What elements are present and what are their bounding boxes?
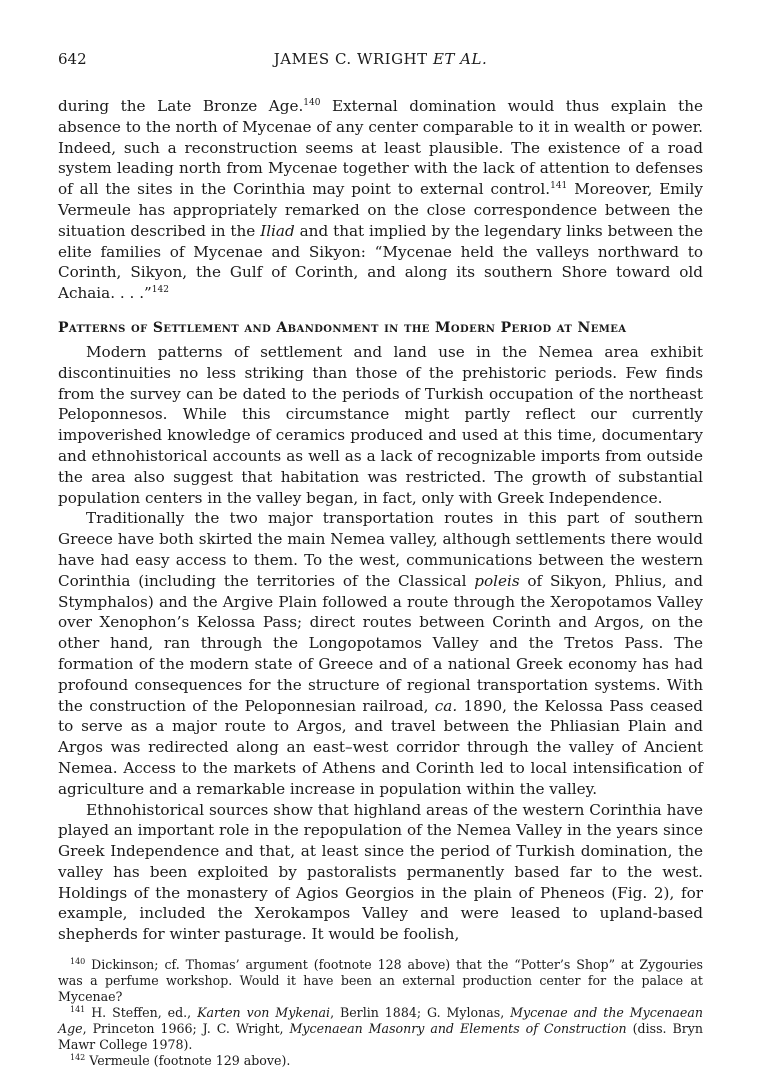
footnote-142: [58, 1053, 703, 1069]
iliad-title: Iliad: [260, 221, 295, 240]
running-head: [58, 50, 703, 74]
footnote-141-title-2: Mycenae and the Mycenaean Age: [58, 1005, 703, 1037]
footnote-141-text-c: , Princeton 1966; J. C. Wright,: [82, 1021, 290, 1037]
footnote-141-text-d: (diss. Bryn Mawr College 1978).: [58, 1021, 703, 1053]
paragraph-1-text-b: External domination would thus explain the absence to the north of Mycenae of any center comparable to it in wealth or power. Indeed, such a reconstruction seems at least plausible. The existence of a road system leading north from Mycenae together with the lack of attention to defenses of all the sites in the Corinthia may point to external control.: [58, 97, 703, 199]
footnote-140-number: 140: [70, 957, 86, 967]
footnote-141-number: 141: [70, 1005, 86, 1015]
footnote-ref-141[interactable]: 141: [550, 181, 568, 192]
running-title: [58, 50, 703, 68]
footnote-ref-140[interactable]: 140: [303, 98, 321, 108]
page-number: 642: [58, 50, 87, 68]
footnote-140: [58, 957, 703, 1005]
paragraph-1-text-c: Moreover, Emily Vermeule has appropriately remarked on the close correspondence between the situation described in the: [58, 180, 703, 240]
footnote-141-title-3: Mycenaean Masonry and Elements of Construction: [289, 1021, 627, 1037]
footnote-142-number: 142: [70, 1053, 86, 1063]
paragraph-3-text-c: 1890, the Kelossa Pass ceased to serve as a major route to Argos, and travel between the Phliasian Plain and Argos was redirected along an east–west corridor through the valley of Ancient Nemea. Access to the markets of Athens and Corinth led to local intensification of agriculture and a remarkable increase in population within the valley.: [58, 696, 703, 798]
paragraph-3-text-b: of Sikyon, Phlius, and Stymphalos) and the Argive Plain followed a route through the Xeropotamos Valley over Xenophon’s Kelossa Pass; direct routes between Corinth and Argos, on the other hand, ran through the Longopotamos Valley and the Tretos Pass. The formation of the modern state of Greece and of a national Greek economy has had profound consequences for the structure of regional transportation systems. With the construction of the Peloponnesian railroad,: [58, 571, 703, 715]
paragraph-3-text-a: Traditionally the two major transportation routes in this part of southern Greece have both skirted the main Nemea valley, although settlements there would have had easy access to them. To the west, communications between the western Corinthia (including the territories of the Classical: [58, 509, 703, 590]
paragraph-1-text-d: and that implied by the legendary links between the elite families of Mycenae and Sikyon: “Mycenae held the valleys northward to Corinth, Sikyon, the Gulf of Corinth, and along its southern Shore toward old Achaia. . . .”: [58, 221, 703, 303]
footnote-141-text-b: , Berlin 1884; G. Mylonas,: [330, 1005, 511, 1021]
footnote-140-text: Dickinson; cf. Thomas’ argument (footnote 128 above) that the “Potter’s Shop” at Zygouries was a perfume workshop. Would it have been an external production center for the palace at Mycenae?: [58, 957, 703, 1005]
footnote-ref-142[interactable]: 142: [151, 285, 169, 296]
footnote-141: [58, 1005, 703, 1053]
paragraph-4: Ethnohistorical sources show that highland areas of the western Corinthia have played an important role in the repopulation of the Nemea Valley in the years since Greek Independence and that, at least since the period of Turkish domination, the valley has been exploited by pastoralists permanently based far to the west. Holdings of the monastery of Agios Georgios in the plain of Pheneos (Fig. 2), for example, included the Xerokampos Valley and were leased to upland-based shepherds for winter pasturage. It would be foolish,: [58, 800, 703, 944]
page: [58, 50, 703, 1069]
circa-abbrev: ca.: [434, 696, 458, 715]
footnotes: [58, 957, 703, 1069]
poleis-term: poleis: [474, 571, 520, 590]
paragraph-3: [58, 508, 703, 799]
paragraph-2: Modern patterns of settlement and land use in the Nemea area exhibit discontinuities no less striking than those of the prehistoric periods. Few finds from the survey can be dated to the periods of Turkish occupation of the northeast Peloponnesos. While this circumstance might partly reflect our currently impoverished knowledge of ceramics produced and used at this time, documentary and ethnohistorical accounts as well as a lack of recognizable imports from outside the area also suggest that habitation was restricted. The growth of substantial population centers in the valley began, in fact, only with Greek Independence.: [58, 342, 703, 507]
section-heading: Patterns of Settlement and Abandonment in the Modern Period at Nemea: [58, 319, 627, 336]
footnote-142-text: Vermeule (footnote 129 above).: [85, 1053, 291, 1069]
running-title-authors: JAMES C. WRIGHT: [273, 50, 428, 68]
footnote-141-title-1: Karten von Mykenai: [197, 1005, 331, 1021]
paragraph-1: [58, 96, 703, 304]
running-title-etal: ET AL.: [432, 50, 488, 68]
footnote-141-text-a: H. Steffen, ed.,: [85, 1005, 198, 1021]
paragraph-1-text-a: during the Late Bronze Age.: [58, 97, 304, 115]
